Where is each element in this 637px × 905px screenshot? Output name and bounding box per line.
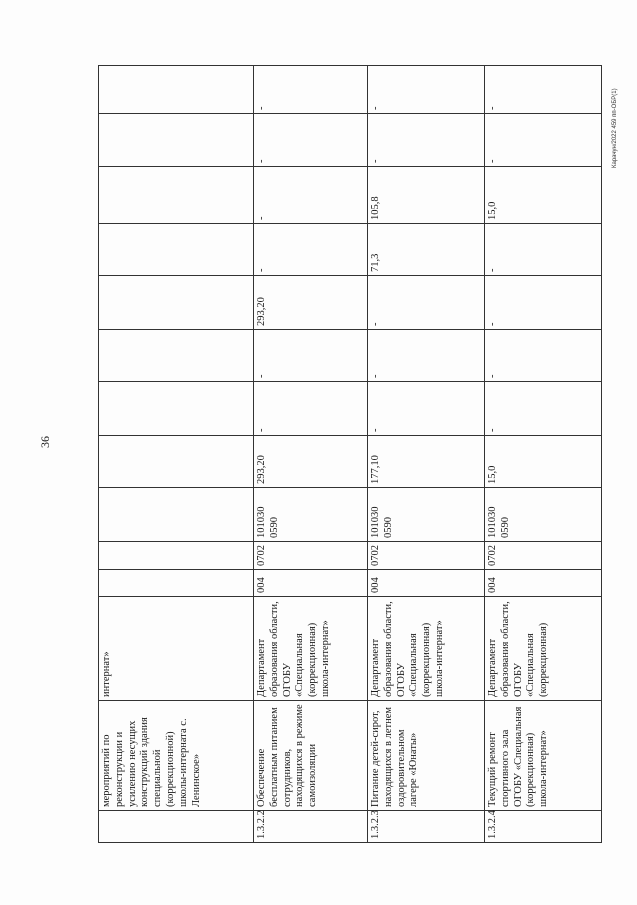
value-year-5-cell bbox=[99, 167, 254, 224]
measure-name-cell: Обеспечение бесплатным питанием сотрудников, находящихся в режиме самоизоляции bbox=[254, 701, 368, 811]
value-year-1-cell: - bbox=[485, 382, 602, 436]
value-year-5-cell: 105,8 bbox=[368, 167, 485, 224]
value-year-7-cell: - bbox=[254, 66, 368, 114]
code-admin-cell: 004 bbox=[485, 570, 602, 597]
value-year-3-cell: - bbox=[368, 276, 485, 330]
value-year-2-cell bbox=[99, 330, 254, 382]
row-number-cell: 1.3.2.4 bbox=[485, 811, 602, 843]
code-section-cell: 0702 bbox=[368, 542, 485, 570]
code-target-cell: 101030 0590 bbox=[485, 488, 602, 542]
value-total-cell: 177,10 bbox=[368, 436, 485, 488]
value-year-7-cell: - bbox=[368, 66, 485, 114]
measure-name-cell: Текущий ремонт спортивного зала ОГОБУ «Специальная (коррекционная) школа-интернат» bbox=[485, 701, 602, 811]
value-year-4-cell bbox=[99, 224, 254, 276]
value-total-cell bbox=[99, 436, 254, 488]
value-year-6-cell bbox=[99, 114, 254, 167]
value-year-4-cell: - bbox=[485, 224, 602, 276]
value-year-4-cell: 71,3 bbox=[368, 224, 485, 276]
executor-cell: Департамент образования области, ОГОБУ «Специальная (коррекционная) bbox=[485, 597, 602, 701]
value-year-3-cell bbox=[99, 276, 254, 330]
row-number-cell: 1.3.2.2 bbox=[254, 811, 368, 843]
table-row bbox=[254, 66, 368, 843]
executor-cell: Департамент образования области, ОГОБУ «Специальная (коррекционная) школа-интернат» bbox=[368, 597, 485, 701]
budget-table-container bbox=[98, 66, 601, 843]
executor-cell: Департамент образования области, ОГОБУ «Специальная (коррекционная) школа-интернат» bbox=[254, 597, 368, 701]
code-admin-cell: 004 bbox=[254, 570, 368, 597]
value-year-3-cell: - bbox=[485, 276, 602, 330]
code-target-cell: 101030 0590 bbox=[254, 488, 368, 542]
row-number-cell bbox=[99, 811, 254, 843]
value-year-2-cell: - bbox=[485, 330, 602, 382]
value-year-1-cell bbox=[99, 382, 254, 436]
table-row bbox=[99, 66, 254, 843]
value-year-7-cell bbox=[99, 66, 254, 114]
document-footer: Карачун/2022 459 пп-ОБР(1) bbox=[612, 88, 618, 168]
code-admin-cell bbox=[99, 570, 254, 597]
value-year-4-cell: - bbox=[254, 224, 368, 276]
value-total-cell: 293,20 bbox=[254, 436, 368, 488]
code-section-cell bbox=[99, 542, 254, 570]
value-total-cell: 15,0 bbox=[485, 436, 602, 488]
value-year-5-cell: 15,0 bbox=[485, 167, 602, 224]
value-year-7-cell: - bbox=[485, 66, 602, 114]
value-year-5-cell: - bbox=[254, 167, 368, 224]
value-year-1-cell: - bbox=[254, 382, 368, 436]
code-section-cell: 0702 bbox=[485, 542, 602, 570]
executor-cell: интернат» bbox=[99, 597, 254, 701]
code-target-cell: 101030 0590 bbox=[368, 488, 485, 542]
value-year-3-cell: 293,20 bbox=[254, 276, 368, 330]
measure-name-cell: мероприятий по реконструкции и усилению несущих конструкций здания специальной (коррекционной) школы-интерната с. Ленинское» bbox=[99, 701, 254, 811]
value-year-6-cell: - bbox=[368, 114, 485, 167]
table-row bbox=[368, 66, 485, 843]
page-number: 36 bbox=[38, 436, 52, 448]
measure-name-cell: Питание детей-сирот, находящихся в летнем оздоровительном лагере «Юнаты» bbox=[368, 701, 485, 811]
value-year-6-cell: - bbox=[254, 114, 368, 167]
code-section-cell: 0702 bbox=[254, 542, 368, 570]
budget-table bbox=[98, 65, 602, 843]
value-year-2-cell: - bbox=[368, 330, 485, 382]
code-target-cell bbox=[99, 488, 254, 542]
table-row bbox=[485, 66, 602, 843]
value-year-1-cell: - bbox=[368, 382, 485, 436]
value-year-6-cell: - bbox=[485, 114, 602, 167]
code-admin-cell: 004 bbox=[368, 570, 485, 597]
value-year-2-cell: - bbox=[254, 330, 368, 382]
row-number-cell: 1.3.2.3 bbox=[368, 811, 485, 843]
